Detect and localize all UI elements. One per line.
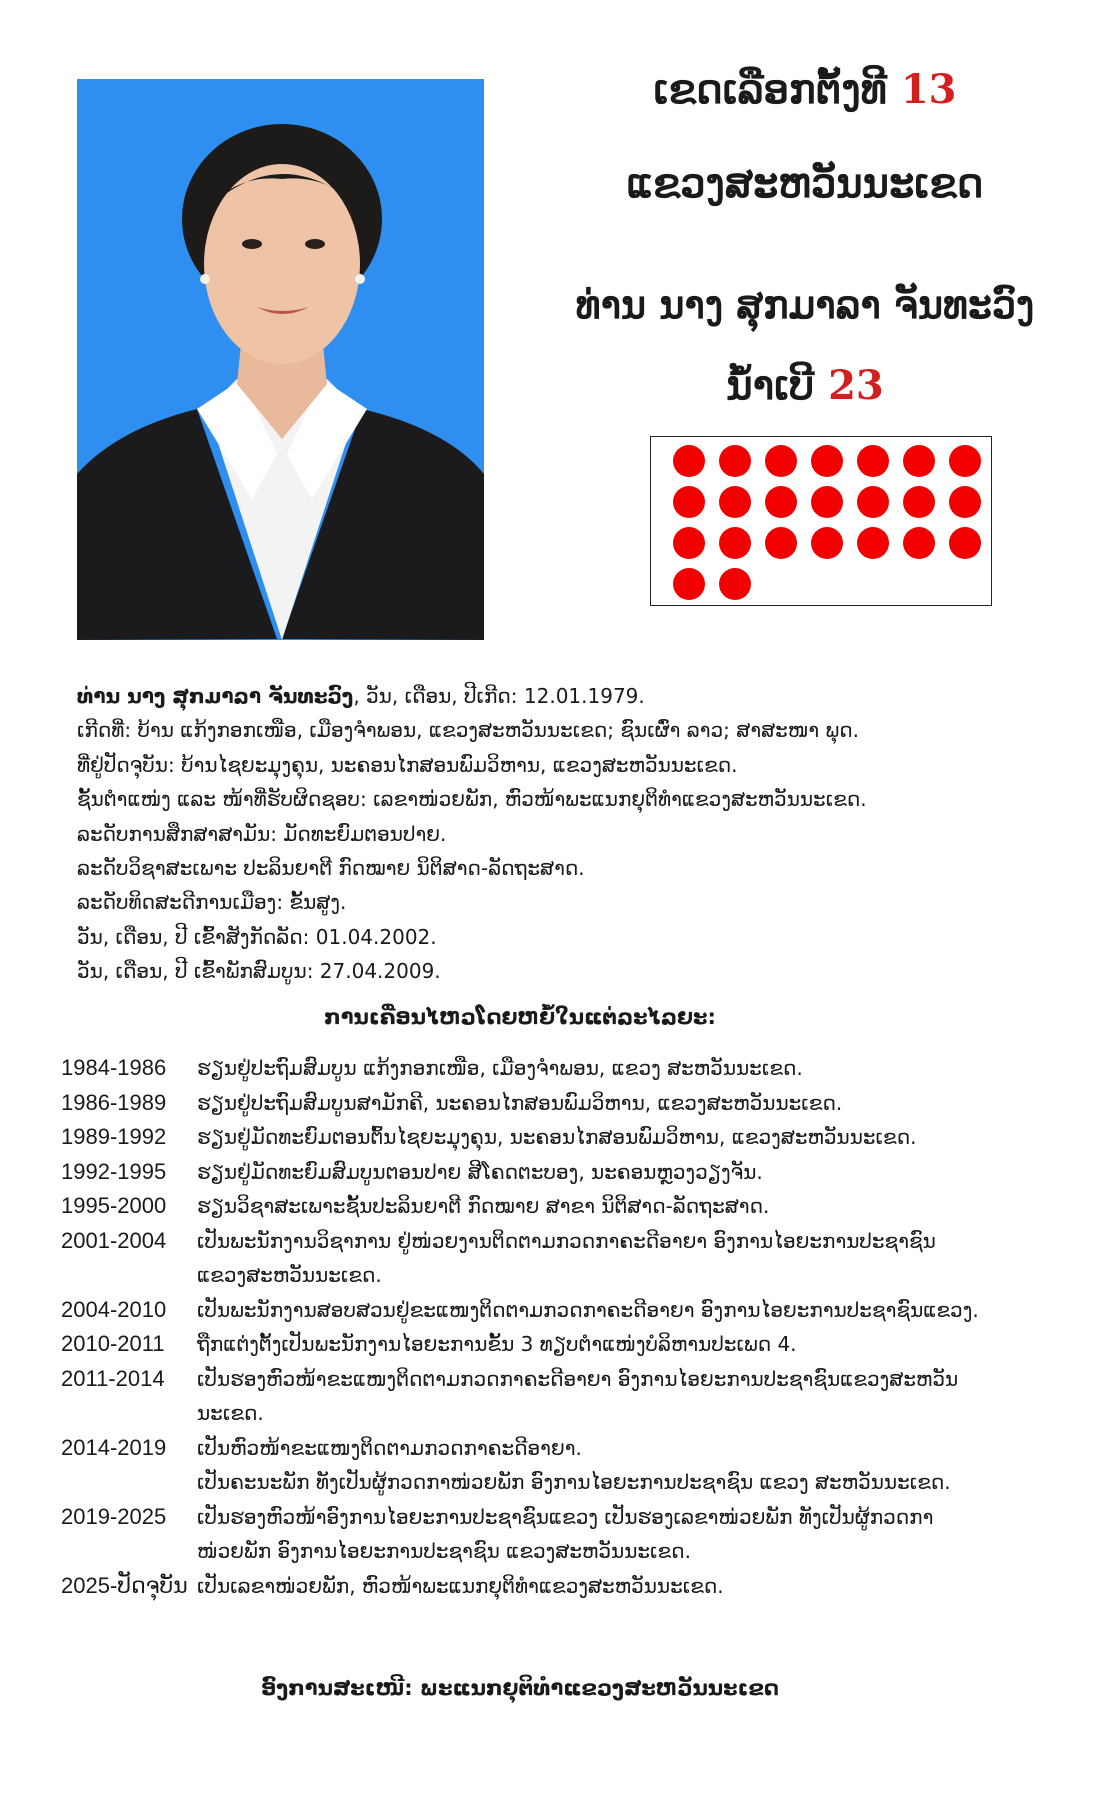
ballot-dot: [811, 486, 843, 518]
ballot-dot: [673, 486, 705, 518]
timeline-row: [61, 1362, 1101, 1431]
timeline-year: 1989-1992: [61, 1124, 167, 1149]
province-heading: ແຂວງສະຫວັນນະເຂດ: [626, 160, 984, 207]
timeline-row: [61, 1327, 1101, 1362]
ballot-dot: [903, 486, 935, 518]
ballot-dot: [857, 445, 889, 477]
candidate-name-heading: ທ່ານ ນາງ ສຸກມາລາ ຈັນທະວົງ: [575, 282, 1035, 327]
constituency-heading: [500, 66, 1110, 113]
timeline-row: [61, 1120, 1101, 1155]
ballot-dots: [673, 445, 973, 600]
timeline-description: ເປັນພະນັກງານສອບສວນຢູ່ຂະແໜງຕິດຕາມກວດກາຄະດີອາຍາ ອົງການໄອຍະການປະຊາຊົນແຂວງ.: [197, 1297, 979, 1322]
timeline-row: [61, 1431, 1101, 1500]
nominating-organization: ອົງການສະເໜີ: ພະແນກຍຸຕິທຳແຂວງສະຫວັນນະເຂດ: [261, 1676, 779, 1700]
ballot-number-label: ນ້ຳເບີ: [726, 362, 815, 409]
timeline-year: 2019-2025: [61, 1503, 167, 1529]
bio-residence: ທີ່ຢູ່ປັດຈຸບັນ: ບ້ານໄຊຍະມຸງຄຸນ, ນະຄອນໄກສອນພົມວິຫານ, ແຂວງສະຫວັນນະເຂດ.: [77, 752, 738, 777]
timeline-row: [61, 1224, 1101, 1293]
candidate-photo: [77, 79, 484, 640]
timeline-year: 2001-2004: [61, 1227, 167, 1253]
timeline-description: ເປັນຮອງຫົວໜ້າອົງການໄອຍະການປະຊາຊົນແຂວງ ເປັນຮອງເລຂາໜ່ວຍພັກ ທັງເປັນຜູ້ກວດກາ ໜ່ວຍພັກ ອົງການໄອຍະການປະຊາຊົນ ແຂວງສະຫວັນນະເຂດ.: [197, 1504, 934, 1563]
bio-name-dob: [77, 679, 1077, 713]
timeline-year: 1995-2000: [61, 1193, 167, 1218]
timeline-year: 1984-1986: [61, 1055, 167, 1080]
timeline-year: 2025-ປັດຈຸບັນ: [61, 1572, 188, 1598]
timeline-row: [61, 1569, 1101, 1604]
timeline-row: [61, 1189, 1101, 1224]
ballot-dot: [857, 527, 889, 559]
ballot-dot: [765, 527, 797, 559]
ballot-dot: [719, 486, 751, 518]
candidate-bio: [77, 679, 1077, 989]
bio-specialized-education: ລະດັບວິຊາສະເພາະ ປະລິນຍາຕີ ກົດໝາຍ ນິຕິສາດ-ລັດຖະສາດ.: [77, 856, 585, 881]
ballot-dot: [765, 486, 797, 518]
timeline-year: 1986-1989: [61, 1089, 167, 1115]
bio-general-education: ລະດັບການສຶກສາສາມັນ: ມັດທະຍົມຕອນປາຍ.: [77, 821, 447, 846]
ballot-dot: [903, 527, 935, 559]
ballot-dot: [719, 568, 751, 600]
ballot-dot: [811, 445, 843, 477]
ballot-dot: [719, 445, 751, 477]
timeline-description: ຮຽນຢູ່ມັດທະຍົມສົມບູນຕອນປາຍ ສີໂຄດຕະບອງ, ນະຄອນຫຼວງວຽງຈັນ.: [197, 1159, 763, 1184]
bio-dob: , ວັນ, ເດືອນ, ປີເກີດ: 12.01.1979.: [353, 684, 645, 708]
constituency-number: 13: [900, 66, 957, 113]
timeline-description: ຖືກແຕ່ງຕັ້ງເປັນພະນັກງານໄອຍະການຂັ້ນ 3 ທຽບຕຳແໜ່ງບໍລິຫານປະເພດ 4.: [197, 1332, 797, 1356]
ballot-dot-box: [650, 436, 992, 606]
ballot-dot: [673, 568, 705, 600]
timeline-description: ຮຽນຢູ່ມັດທະຍົມຕອນຕົ້ນໄຊຍະມຸງຄຸນ, ນະຄອນໄກສອນພົມວິຫານ, ແຂວງສະຫວັນນະເຂດ.: [197, 1125, 917, 1149]
timeline-description: ເປັນພະນັກງານວິຊາການ ຢູ່ໜ່ວຍງານຕິດຕາມກວດກາຄະດີອາຍາ ອົງການໄອຍະການປະຊາຊົນ ແຂວງສະຫວັນນະເຂດ.: [197, 1228, 936, 1287]
timeline-row: [61, 1293, 1101, 1328]
bio-party-join-date: ວັນ, ເດືອນ, ປີ ເຂົ້າພັກສົມບູນ: 27.04.2009.: [77, 959, 441, 984]
ballot-dot: [719, 527, 751, 559]
timeline-year: 2010-2011: [61, 1331, 165, 1356]
timeline-row: [61, 1051, 1101, 1086]
bio-position: ຊັ້ນຕຳແໜ່ງ ແລະ ໜ້າທີ່ຮັບຜິດຊອບ: ເລຂາໜ່ວຍພັກ, ຫົວໜ້າພະແນກຍຸຕິທຳແຂວງສະຫວັນນະເຂດ.: [77, 787, 867, 812]
ballot-dot: [673, 445, 705, 477]
timeline-list: [61, 1051, 1101, 1603]
bio-birthplace: ເກີດທີ່: ບ້ານ ແກ້ງກອກເໜືອ, ເມືອງຈຳພອນ, ແຂວງສະຫວັນນະເຂດ; ຊົນເຜົ່າ ລາວ; ສາສະໜາ ພຸດ.: [77, 718, 860, 743]
timeline-description: ເປັນເລຂາໜ່ວຍພັກ, ຫົວໜ້າພະແນກຍຸຕິທຳແຂວງສະຫວັນນະເຂດ.: [197, 1573, 724, 1598]
bio-political-theory: ລະດັບທິດສະດີການເມືອງ: ຂັ້ນສູງ.: [77, 890, 347, 915]
ballot-dot: [949, 527, 981, 559]
timeline-row: [61, 1086, 1101, 1121]
timeline-description: ຮຽນຢູ່ປະຖົມສົມບູນສາມັກຄີ, ນະຄອນໄກສອນພົມວິຫານ, ແຂວງສະຫວັນນະເຂດ.: [197, 1090, 843, 1115]
ballot-dot: [949, 486, 981, 518]
timeline-description: ຮຽນຢູ່ປະຖົມສົມບູນ ແກ້ງກອກເໜືອ, ເມືອງຈຳພອນ, ແຂວງ ສະຫວັນນະເຂດ.: [197, 1056, 803, 1080]
timeline-year: 1992-1995: [61, 1158, 167, 1184]
ballot-dot: [949, 445, 981, 477]
constituency-label: ເຂດເລືອກຕັ້ງທີ: [653, 66, 887, 113]
timeline-year: 2014-2019: [61, 1434, 167, 1460]
ballot-dot: [811, 527, 843, 559]
timeline-year: 2011-2014: [61, 1365, 165, 1391]
ballot-dot: [903, 445, 935, 477]
ballot-dot: [673, 527, 705, 559]
timeline-description: ຮຽນວິຊາສະເພາະຊັ້ນປະລິນຍາຕີ ກົດໝາຍ ສາຂາ ນິຕິສາດ-ລັດຖະສາດ.: [197, 1194, 770, 1218]
timeline-year: 2004-2010: [61, 1296, 167, 1322]
bio-name: ທ່ານ ນາງ ສຸກມາລາ ຈັນທະວົງ: [77, 684, 354, 708]
ballot-number-heading: [500, 362, 1110, 409]
ballot-number: 23: [828, 362, 884, 409]
timeline-description: ເປັນຫົວໜ້າຂະແໜງຕິດຕາມກວດກາຄະດີອາຍາ. ເປັນຄະນະພັກ ທັງເປັນຜູ້ກວດກາໜ່ວຍພັກ ອົງການໄອຍະການປະຊາຊົນ ແຂວງ ສະຫວັນນະເຂດ.: [197, 1435, 951, 1494]
timeline-description: ເປັນຮອງຫົວໜ້າຂະແໜງຕິດຕາມກວດກາຄະດີອາຍາ ອົງການໄອຍະການປະຊາຊົນແຂວງສະຫວັນ ນະເຂດ.: [197, 1366, 959, 1425]
ballot-dot: [857, 486, 889, 518]
timeline-row: [61, 1155, 1101, 1190]
timeline-row: [61, 1500, 1101, 1569]
bio-state-service-date: ວັນ, ເດືອນ, ປີ ເຂົ້າສັງກັດລັດ: 01.04.2002.: [77, 924, 437, 949]
ballot-dot: [765, 445, 797, 477]
timeline-title: ການເຄື່ອນໄຫວໂດຍຫຍໍ້ໃນແຕ່ລະໄລຍະ:: [324, 1005, 716, 1029]
